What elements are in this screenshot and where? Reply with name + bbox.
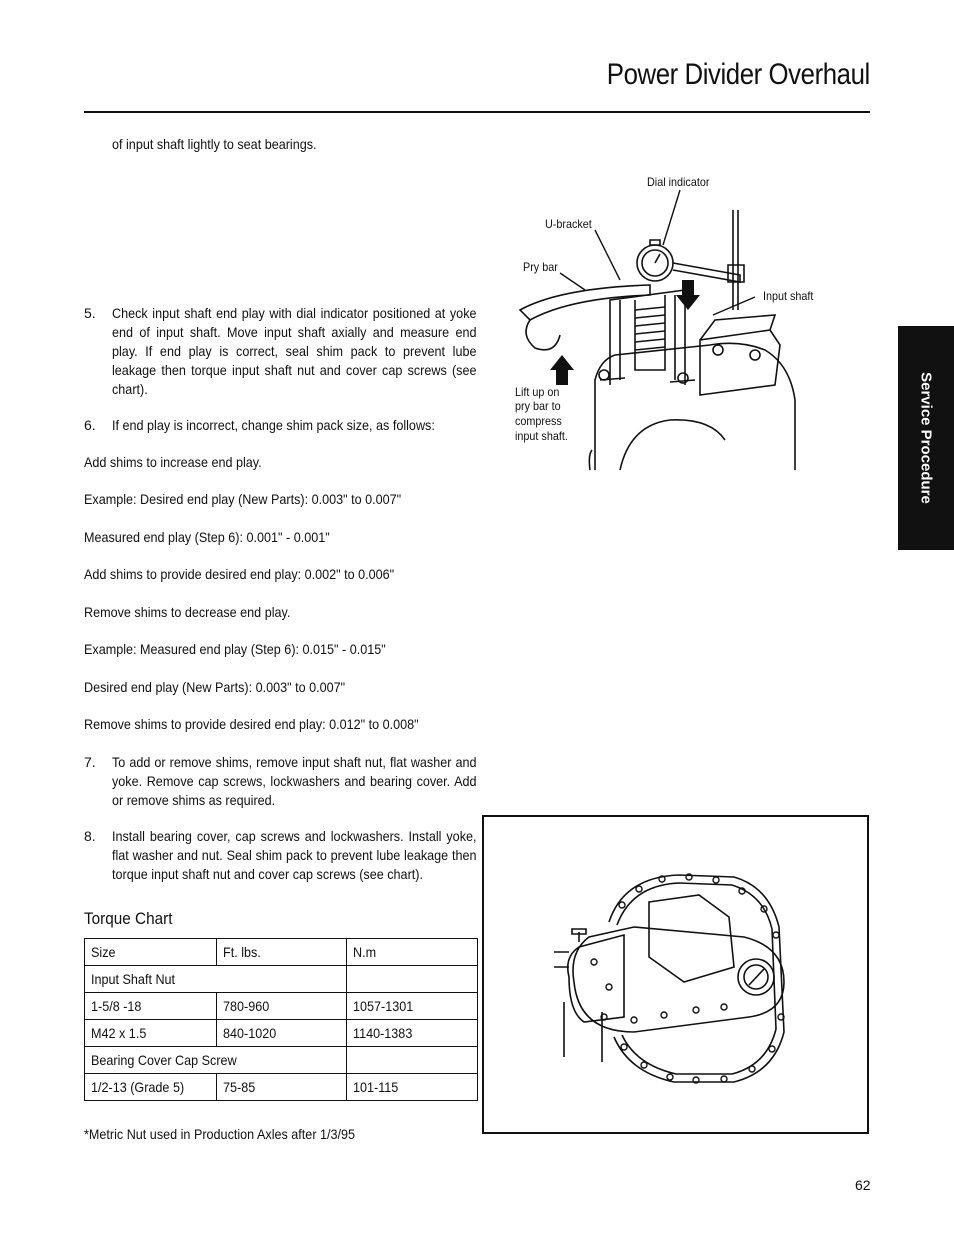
label-input-shaft: Input shaft [763, 289, 814, 303]
torque-table [84, 938, 478, 1101]
end-play-line: Add shims to increase end play. [84, 454, 262, 470]
table-row [85, 1020, 478, 1047]
housing-illustration [484, 817, 867, 1132]
step-6-text: If end play is incorrect, change shim pack size, as follows: [112, 417, 435, 433]
step-5-number: 5. [84, 305, 96, 321]
table-header-row [85, 939, 478, 966]
step-8-text: Install bearing cover, cap screws and lockwashers. Install yoke, flat washer and nut. Seal shim pack to prevent lube leakage then torque input shaft nut and cover cap screws (see chart). [112, 828, 477, 882]
section-side-tab [898, 326, 954, 550]
step-8-number: 8. [84, 828, 96, 844]
end-play-line: Remove shims to provide desired end play: 0.012" to 0.008" [84, 716, 419, 732]
housing-figure-frame [482, 815, 869, 1134]
table-cell: Input Shaft Nut [85, 966, 347, 993]
table-cell: M42 x 1.5 [85, 1020, 217, 1047]
label-lift-line: Lift up on [515, 385, 560, 399]
table-cell: N.m [347, 939, 478, 966]
table-cell: Size [85, 939, 217, 966]
label-dial-indicator: Dial indicator [647, 175, 710, 189]
step-7-text: To add or remove shims, remove input shaft nut, flat washer and yoke. Remove cap screws, lockwashers and bearing cover. Add or remove shims as required. [112, 754, 477, 808]
page-number: 62 [855, 1177, 871, 1193]
page-title: Power Divider Overhaul [607, 58, 870, 91]
table-cell: 75-85 [216, 1074, 347, 1101]
table-row [85, 993, 478, 1020]
end-play-line: Remove shims to decrease end play. [84, 604, 291, 620]
table-cell [347, 966, 478, 993]
dial-indicator-figure [500, 170, 840, 480]
label-lift-line: input shaft. [515, 429, 568, 443]
end-play-line: Measured end play (Step 6): 0.001" - 0.001" [84, 529, 330, 545]
table-cell: 101-115 [347, 1074, 478, 1101]
table-section-row [85, 966, 478, 993]
table-cell: 1057-1301 [347, 993, 478, 1020]
step-7-number: 7. [84, 754, 96, 770]
step-5-text: Check input shaft end play with dial indicator positioned at yoke end of input shaft. Move input shaft axially and measure end play. If end play is correct, seal shim pack to prevent lube leakage then torque input shaft nut and cover cap screws (see chart). [112, 305, 477, 397]
table-cell: 780-960 [216, 993, 347, 1020]
label-u-bracket: U-bracket [545, 217, 592, 231]
torque-chart-heading: Torque Chart [84, 909, 173, 928]
side-tab-label: Service Procedure [917, 372, 935, 504]
title-rule [84, 111, 870, 113]
label-lift-line: pry bar to [515, 399, 561, 413]
table-cell: 1140-1383 [347, 1020, 478, 1047]
end-play-line: Example: Measured end play (Step 6): 0.015" - 0.015" [84, 641, 386, 657]
end-play-line: Example: Desired end play (New Parts): 0.003" to 0.007" [84, 491, 402, 507]
table-cell: 840-1020 [216, 1020, 347, 1047]
table-cell: 1-5/8 -18 [85, 993, 217, 1020]
table-cell: Bearing Cover Cap Screw [85, 1047, 347, 1074]
footnote: *Metric Nut used in Production Axles after 1/3/95 [84, 1126, 356, 1142]
label-lift-line: compress [515, 414, 562, 428]
intro-text: of input shaft lightly to seat bearings. [112, 136, 317, 152]
end-play-line: Add shims to provide desired end play: 0.002" to 0.006" [84, 566, 395, 582]
table-cell: 1/2-13 (Grade 5) [85, 1074, 217, 1101]
table-row [85, 1074, 478, 1101]
end-play-line: Desired end play (New Parts): 0.003" to 0.007" [84, 679, 346, 695]
table-section-row [85, 1047, 478, 1074]
step-6-number: 6. [84, 417, 96, 433]
table-cell [347, 1047, 478, 1074]
label-pry-bar: Pry bar [523, 260, 558, 274]
table-cell: Ft. lbs. [216, 939, 347, 966]
